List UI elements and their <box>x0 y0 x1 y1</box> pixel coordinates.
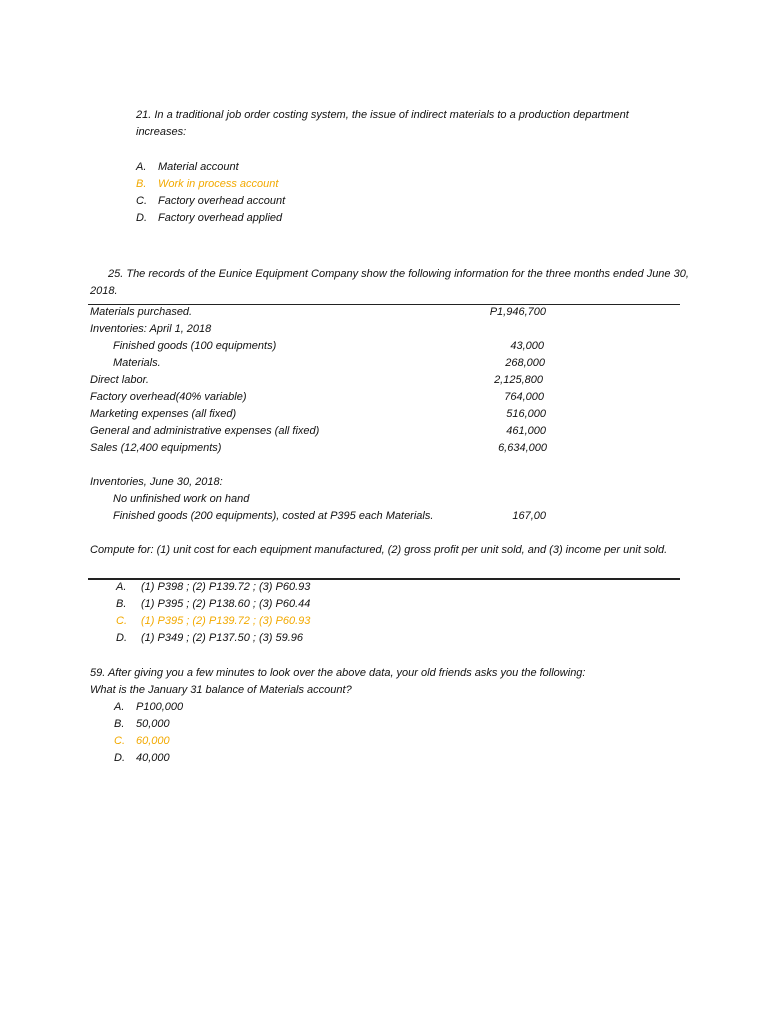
row-general-admin-value: 461,000 <box>506 425 546 437</box>
row-factory-overhead-label: Factory overhead(40% variable) <box>90 391 247 403</box>
q59-option-d-text: 40,000 <box>136 752 170 764</box>
q25-option-a-letter: A. <box>116 581 127 593</box>
q21-question: 21. In a traditional job order costing system, the issue of indirect materials to a production department increases: <box>136 109 629 138</box>
row-marketing-label: Marketing expenses (all fixed) <box>90 408 237 420</box>
row-finished-goods-value: 43,000 <box>510 340 544 352</box>
q21-option-a-text: Material account <box>158 161 239 173</box>
q25-option-c-letter: C. <box>116 615 127 627</box>
q59-option-a-letter: A. <box>114 701 125 713</box>
q59-option-a-text: P100,000 <box>136 701 184 713</box>
q59-option-c-text: 60,000 <box>136 735 170 747</box>
q59-option-b-letter: B. <box>114 718 125 730</box>
row-direct-labor-label: Direct labor. <box>90 374 149 386</box>
q21-option-b-text: Work in process account <box>158 178 279 190</box>
row-marketing-value: 516,000 <box>506 408 546 420</box>
finished-goods-end-label: Finished goods (200 equipments), costed at P395 each Materials. <box>113 510 434 522</box>
row-sales-label: Sales (12,400 equipments) <box>90 442 222 454</box>
row-direct-labor-value: 2,125,800 <box>494 374 543 386</box>
q25-option-b-letter: B. <box>116 598 127 610</box>
row-factory-overhead-value: 764,000 <box>504 391 544 403</box>
row-general-admin-label: General and administrative expenses (all fixed) <box>90 425 320 437</box>
finished-goods-end-value: 167,00 <box>512 510 546 522</box>
row-inventories-april-label: Inventories: April 1, 2018 <box>90 323 212 335</box>
row-finished-goods-label: Finished goods (100 equipments) <box>113 340 277 352</box>
q59-option-b-text: 50,000 <box>136 718 170 730</box>
q25-option-c-text: (1) P395 ; (2) P139.72 ; (3) P60.93 <box>141 615 311 627</box>
q25-option-a-text: (1) P398 ; (2) P139.72 ; (3) P60.93 <box>141 581 311 593</box>
no-unfinished-work: No unfinished work on hand <box>113 493 250 505</box>
row-materials-value: 268,000 <box>505 357 545 369</box>
q21-option-c-letter: C. <box>136 195 147 207</box>
q25-compute-instruction: Compute for: (1) unit cost for each equipment manufactured, (2) gross profit per unit sold, and (3) income per unit sold. <box>90 544 668 556</box>
q59-option-c-letter: C. <box>114 735 125 747</box>
inventories-june-heading: Inventories, June 30, 2018: <box>90 476 223 488</box>
q59-question-line1: 59. After giving you a few minutes to look over the above data, your old friends asks you the following: <box>90 667 586 679</box>
q21-option-c-text: Factory overhead account <box>158 195 286 207</box>
row-materials-label: Materials. <box>113 357 161 369</box>
row-sales-value: 6,634,000 <box>498 442 547 454</box>
q21-option-b-letter: B. <box>136 178 147 190</box>
q25-option-b-text: (1) P395 ; (2) P138.60 ; (3) P60.44 <box>141 598 311 610</box>
q59-question-line2: What is the January 31 balance of Materials account? <box>90 684 352 696</box>
row-materials-purchased-value: P1,946,700 <box>489 306 546 318</box>
q21-option-a-letter: A. <box>136 161 147 173</box>
row-materials-purchased-label: Materials purchased. <box>90 306 193 318</box>
q21-option-d-text: Factory overhead applied <box>158 212 283 224</box>
q25-intro: 25. The records of the Eunice Equipment Company show the following information for the three months ended June 30, 2018. <box>90 268 689 297</box>
q59-option-d-letter: D. <box>114 752 125 764</box>
q21-option-d-letter: D. <box>136 212 147 224</box>
q25-option-d-text: (1) P349 ; (2) P137.50 ; (3) 59.96 <box>141 632 304 644</box>
q25-option-d-letter: D. <box>116 632 127 644</box>
